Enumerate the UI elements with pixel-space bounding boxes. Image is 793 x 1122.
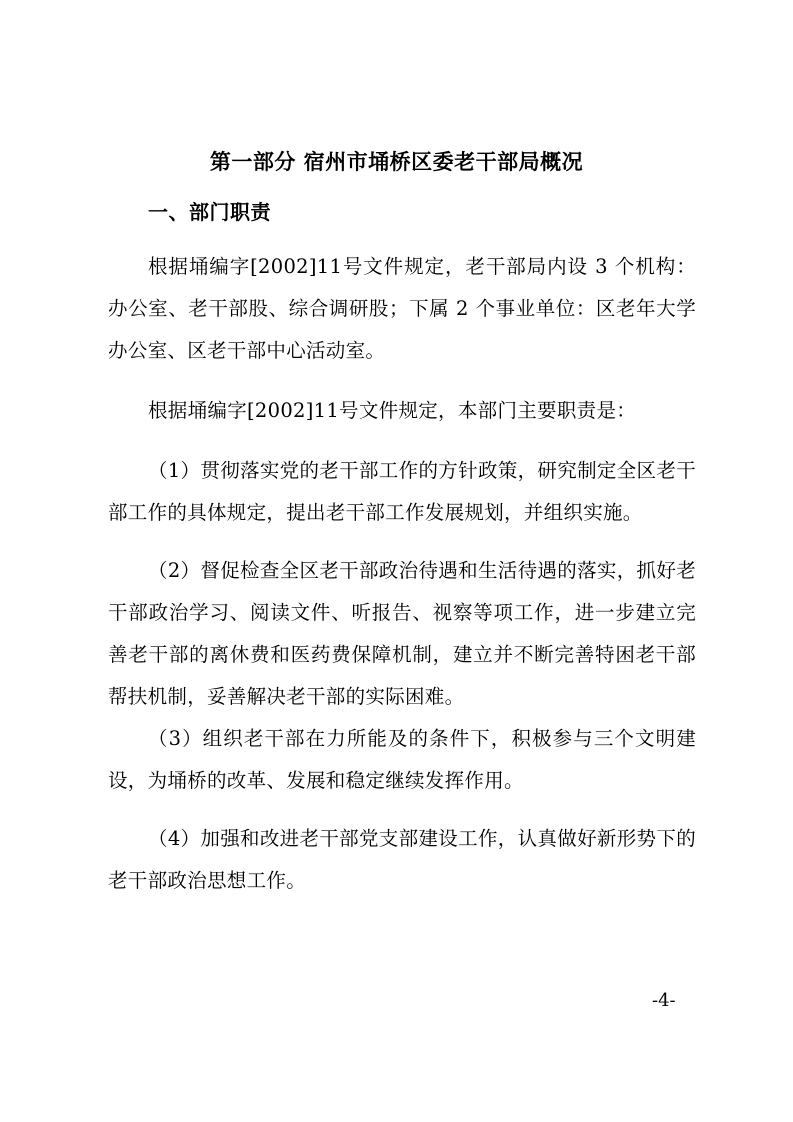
paragraph-duty-2: （2）督促检查全区老干部政治待遇和生活待遇的落实，抓好老干部政治学习、阅读文件、听报告、视察等项工作，进一步建立完善老干部的离休费和医药费保障机制，建立并不断完善特困老干部帮扶机制，妥善解决老干部的实际困难。 (108, 559, 696, 708)
section-heading: 一、部门职责 (148, 200, 271, 224)
page-number: -4- (652, 990, 676, 1011)
paragraph-duty-1: （1）贯彻落实党的老干部工作的方针政策，研究制定全区老干部工作的具体规定，提出老干部工作发展规划，并组织实施。 (108, 459, 696, 524)
paragraph-duty-3: （3）组织老干部在力所能及的条件下，积极参与三个文明建设，为埇桥的改革、发展和稳定继续发挥作用。 (108, 727, 696, 792)
paragraph-duties-intro: 根据埇编字[2002]11号文件规定，本部门主要职责是： (148, 399, 637, 422)
page-title: 第一部分 宿州市埇桥区委老干部局概况 (209, 150, 584, 174)
paragraph-duty-4: （4）加强和改进老干部党支部建设工作，认真做好新形势下的老干部政治思想工作。 (108, 827, 696, 892)
paragraph-organization: 根据埇编字[2002]11号文件规定，老干部局内设 3 个机构：办公室、老干部股、综合调研股；下属 2 个事业单位：区老年大学办公室、区老干部中心活动室。 (108, 255, 696, 362)
